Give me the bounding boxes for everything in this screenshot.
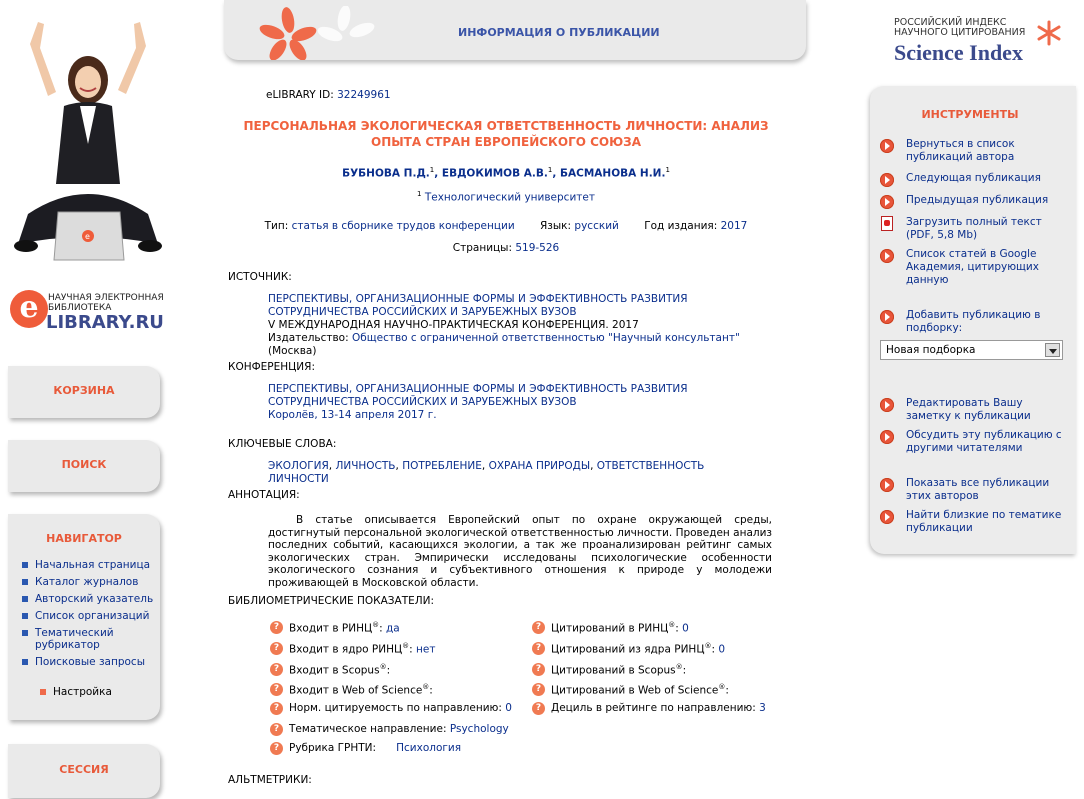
nav-item-label[interactable]: Авторский указатель xyxy=(35,593,154,605)
type-label: Тип: xyxy=(264,220,289,232)
help-icon[interactable]: ? xyxy=(532,683,545,696)
science-index-name: Science Index xyxy=(894,40,1023,65)
author-affiliation-index: 1 xyxy=(547,166,553,174)
tool-label[interactable]: Показать все публикации этих авторов xyxy=(906,477,1050,502)
source-conference: V МЕЖДУНАРОДНАЯ НАУЧНО-ПРАКТИЧЕСКАЯ КОНФЕРЕНЦИЯ. 2017 xyxy=(268,319,639,331)
bibliometric-separator: : xyxy=(498,702,506,714)
conference-block xyxy=(268,383,768,422)
tool-label[interactable]: Редактировать Вашу заметку к публикации xyxy=(906,397,1031,422)
bibliometric-value: нет xyxy=(416,643,436,656)
search-title[interactable]: ПОИСК xyxy=(61,458,107,471)
bibliometric-item xyxy=(532,702,766,714)
nav-item-home[interactable] xyxy=(22,559,160,571)
keyword-link[interactable]: ЭКОЛОГИЯ xyxy=(268,460,329,472)
language-label: Язык: xyxy=(540,220,572,232)
nav-item-label[interactable]: Начальная страница xyxy=(35,559,151,571)
bibliometric-label: Входит в РИНЦ xyxy=(289,622,373,635)
help-icon[interactable]: ? xyxy=(270,642,283,655)
elibrary-id xyxy=(266,89,391,101)
bullet-icon xyxy=(40,689,46,695)
svg-text:e: e xyxy=(85,232,90,241)
help-icon[interactable]: ? xyxy=(270,683,283,696)
hero-illustration xyxy=(8,14,168,266)
bibliometric-separator: : xyxy=(386,664,391,677)
bullet-icon xyxy=(22,659,28,665)
bibliometric-label: Входит в ядро РИНЦ xyxy=(289,643,403,656)
collection-select[interactable] xyxy=(880,340,1063,360)
bibliometric-label: Рубрика ГРНТИ xyxy=(289,742,373,754)
year-value: 2017 xyxy=(720,220,748,232)
tool-google-scholar[interactable] xyxy=(880,248,1070,287)
bibliometric-value[interactable]: Психология xyxy=(396,742,462,754)
bibliometrics-heading: БИБЛИОМЕТРИЧЕСКИЕ ПОКАЗАТЕЛИ: xyxy=(228,595,435,607)
help-icon[interactable]: ? xyxy=(532,642,545,655)
bibliometric-separator: : xyxy=(372,742,397,754)
tool-previous-publication[interactable] xyxy=(880,194,1070,207)
tool-label[interactable]: Вернуться в список публикаций автора xyxy=(906,138,1015,163)
help-icon[interactable]: ? xyxy=(270,702,283,715)
pdf-icon xyxy=(881,216,893,231)
nav-item-search-queries[interactable] xyxy=(22,656,160,668)
bibliometric-separator: : xyxy=(682,664,687,677)
elibrary-logo-line1: НАУЧНАЯ ЭЛЕКТРОННАЯ xyxy=(48,293,164,303)
arrow-right-circle-icon xyxy=(880,139,894,153)
nav-item-settings[interactable] xyxy=(40,686,112,698)
bibliometric-item xyxy=(532,663,686,677)
publisher-city: (Москва) xyxy=(268,345,317,357)
bibliometric-label: Входит в Scopus xyxy=(289,664,380,677)
language-value: русский xyxy=(574,220,619,232)
bibliometric-separator: : xyxy=(429,684,433,697)
science-index-line1: РОССИЙСКИЙ ИНДЕКС xyxy=(894,17,1007,28)
elibrary-logo-name: LIBRARY.RU xyxy=(46,312,164,333)
bibliometric-item xyxy=(270,642,436,656)
elibrary-logo-letter: e xyxy=(10,290,48,328)
registered-mark: ® xyxy=(718,683,726,691)
help-icon[interactable]: ? xyxy=(532,702,545,715)
authors-line: БУБНОВА П.Д.$^1$, ЕВДОКИМОВ А.В.$^1$, БАСМАНОВА Н.И.$^1$ xyxy=(342,166,670,180)
author-link[interactable]: БУБНОВА П.Д. xyxy=(342,167,430,180)
keyword-link[interactable]: ОХРАНА ПРИРОДЫ xyxy=(488,460,591,472)
navigator-list xyxy=(8,559,160,668)
author-link[interactable]: БАСМАНОВА Н.И. xyxy=(560,167,666,180)
author-affiliation-index: 1 xyxy=(429,166,435,174)
bibliometric-value: 0 xyxy=(682,622,689,635)
bibliometric-value: 0 xyxy=(505,702,512,714)
year-label: Год издания: xyxy=(644,220,718,232)
nav-item-organizations[interactable] xyxy=(22,610,160,622)
registered-mark: ® xyxy=(704,642,712,650)
tool-label[interactable]: Предыдущая публикация xyxy=(906,194,1049,206)
tool-label[interactable]: Загрузить полный текст (PDF, 5,8 Mb) xyxy=(906,216,1042,241)
help-icon[interactable]: ? xyxy=(270,723,283,736)
cart-box[interactable] xyxy=(8,366,160,418)
bibliometric-label: Цитирований из ядра РИНЦ xyxy=(551,643,705,656)
bibliometric-item xyxy=(270,742,461,754)
bibliometric-separator: : xyxy=(725,684,729,697)
bibliometric-value: да xyxy=(386,622,400,635)
bibliometric-item xyxy=(532,683,729,697)
tool-label[interactable]: Обсудить эту публикацию с другими читателями xyxy=(906,429,1062,454)
registered-mark: ® xyxy=(402,642,410,650)
pages-value: 519-526 xyxy=(515,242,560,254)
keyword-link[interactable]: ПОТРЕБЛЕНИЕ xyxy=(402,460,482,472)
bibliometric-item xyxy=(270,621,400,635)
registered-mark: ® xyxy=(675,663,683,671)
source-block xyxy=(268,293,768,358)
bibliometric-item xyxy=(270,663,390,677)
keyword-link[interactable]: ОТВЕТСТВЕННОСТЬ ЛИЧНОСТИ xyxy=(268,460,705,485)
asterisk-decoration-icon xyxy=(254,6,404,60)
bullet-icon xyxy=(22,630,28,636)
bibliometric-separator: : xyxy=(675,622,683,635)
bibliometric-label: Цитирований в РИНЦ xyxy=(551,622,669,635)
publisher-label: Издательство: xyxy=(268,332,349,344)
nav-item-label[interactable]: Список организаций xyxy=(35,610,150,622)
bibliometric-item xyxy=(270,702,512,714)
bibliometric-separator: : xyxy=(379,622,387,635)
bullet-icon xyxy=(22,596,28,602)
tools-title: ИНСТРУМЕНТЫ xyxy=(921,108,1019,121)
bibliometric-value: 3 xyxy=(759,702,766,714)
nav-item-authors[interactable] xyxy=(22,593,160,605)
tool-discuss[interactable] xyxy=(880,429,1070,455)
navigator-box xyxy=(8,514,160,720)
author-link[interactable]: ЕВДОКИМОВ А.В. xyxy=(441,167,548,180)
conference-place-date: Королёв, 13-14 апреля 2017 г. xyxy=(268,409,437,421)
bibliometric-separator: : xyxy=(711,643,719,656)
search-box[interactable] xyxy=(8,440,160,492)
bibliometric-separator: : xyxy=(752,702,760,714)
registered-mark: ® xyxy=(379,663,387,671)
arrow-right-circle-icon xyxy=(880,173,894,187)
type-value[interactable]: статья в сборнике трудов конференции xyxy=(291,220,515,232)
bibliometric-item xyxy=(532,621,689,635)
conference-title-link[interactable]: ПЕРСПЕКТИВЫ, ОРГАНИЗАЦИОННЫЕ ФОРМЫ И ЭФФЕКТИВНОСТЬ РАЗВИТИЯ СОТРУДНИЧЕСТВА РОССИЙСКИХ И ЗАРУБЕЖНЫХ ВУЗОВ xyxy=(268,383,688,408)
science-index-subtitle xyxy=(894,18,1025,38)
nav-item-label[interactable]: Тематический рубрикатор xyxy=(35,627,114,651)
source-title-link[interactable]: ПЕРСПЕКТИВЫ, ОРГАНИЗАЦИОННЫЕ ФОРМЫ И ЭФФЕКТИВНОСТЬ РАЗВИТИЯ СОТРУДНИЧЕСТВА РОССИЙСКИХ И ЗАРУБЕЖНЫХ ВУЗОВ xyxy=(268,293,688,318)
altmetrics-heading: АЛЬТМЕТРИКИ: xyxy=(228,774,312,786)
annotation-text: В статье описывается Европейский опыт по охране окружающей среды, достигнутый персональной экологической ответственностью личности. Проведен анализ последних событий, касающихся экологии, а так же проанализирован рейтинг самых экологических стран. Эмпирически исследованы психологические особенности экологического сознания и субъективного отношения к природе у молодежи проживающей в Московской области. xyxy=(268,514,772,589)
tool-label[interactable]: Найти близкие по тематике публикации xyxy=(906,509,1062,534)
tools-panel xyxy=(870,86,1076,554)
elibrary-logo-subtitle xyxy=(48,293,168,313)
nav-settings-label[interactable]: Настройка xyxy=(53,686,112,698)
arrow-right-circle-icon xyxy=(880,398,894,412)
arrow-right-circle-icon xyxy=(880,478,894,492)
bullet-icon xyxy=(22,613,28,619)
tool-label[interactable]: Добавить публикацию в подборку: xyxy=(906,309,1041,334)
registered-mark: ® xyxy=(668,621,676,629)
elibrary-id-label: eLIBRARY ID: xyxy=(266,89,334,101)
navigator-title: НАВИГАТОР xyxy=(46,532,122,545)
help-icon[interactable]: ? xyxy=(532,663,545,676)
chevron-down-icon[interactable] xyxy=(1045,343,1060,357)
bullet-icon xyxy=(22,579,28,585)
page-header xyxy=(224,0,806,60)
bibliometric-label: Тематическое направление xyxy=(289,723,443,735)
tool-next-publication[interactable] xyxy=(880,172,1070,185)
page-title: ИНФОРМАЦИЯ О ПУБЛИКАЦИИ xyxy=(458,26,660,39)
nav-item-rubricator[interactable] xyxy=(22,627,118,651)
bibliometric-item xyxy=(270,683,433,697)
annotation-heading: АННОТАЦИЯ: xyxy=(228,489,300,501)
cart-title[interactable]: КОРЗИНА xyxy=(53,384,115,397)
asterisk-icon xyxy=(1036,20,1062,46)
science-index-logo[interactable] xyxy=(894,18,1074,68)
affiliation xyxy=(226,190,786,204)
source-heading: ИСТОЧНИК: xyxy=(228,271,292,283)
tool-similar-publications[interactable] xyxy=(880,509,1070,535)
tool-all-author-publications[interactable] xyxy=(880,477,1070,503)
tool-label[interactable]: Следующая публикация xyxy=(906,172,1041,184)
arrow-right-circle-icon xyxy=(880,430,894,444)
help-icon[interactable]: ? xyxy=(532,621,545,634)
publication-title: ПЕРСОНАЛЬНАЯ ЭКОЛОГИЧЕСКАЯ ОТВЕТСТВЕННОСТЬ ЛИЧНОСТИ: АНАЛИЗ ОПЫТА СТРАН ЕВРОПЕЙСКОГО СОЮЗА xyxy=(243,119,769,149)
left-column xyxy=(0,0,168,799)
bibliometric-item xyxy=(270,723,509,735)
affiliation-index: 1 xyxy=(417,190,422,198)
bibliometric-label: Дециль в рейтинге по направлению xyxy=(551,702,753,714)
publisher-link[interactable]: Общество с ограниченной ответственностью "Научный консультант" xyxy=(352,332,740,344)
collection-select-value: Новая подборка xyxy=(886,344,976,356)
nav-item-journals[interactable] xyxy=(22,576,160,588)
bullet-icon xyxy=(22,562,28,568)
bibliometric-value[interactable]: Psychology xyxy=(449,723,509,735)
affiliation-link[interactable]: Технологический университет xyxy=(424,191,595,204)
conference-heading: КОНФЕРЕНЦИЯ: xyxy=(228,361,315,373)
elibrary-id-value[interactable]: 32249961 xyxy=(337,89,391,101)
elibrary-logo-line2: БИБЛИОТЕКА xyxy=(48,303,112,313)
bibliometric-separator: : xyxy=(409,643,417,656)
bibliometric-item xyxy=(532,642,725,656)
science-index-line2: НАУЧНОГО ЦИТИРОВАНИЯ xyxy=(894,27,1026,38)
bibliometric-label: Входит в Web of Science xyxy=(289,684,423,697)
bibliometric-label: Норм. цитируемость по направлению xyxy=(289,702,499,714)
session-title[interactable]: СЕССИЯ xyxy=(59,763,109,776)
elibrary-logo[interactable] xyxy=(10,288,170,338)
tool-download-pdf[interactable] xyxy=(880,216,1070,242)
help-icon[interactable]: ? xyxy=(270,663,283,676)
nav-item-label[interactable]: Каталог журналов xyxy=(35,576,139,588)
arrow-right-circle-icon xyxy=(880,249,894,263)
bibliometric-label: Цитирований в Scopus xyxy=(551,664,676,677)
registered-mark: ® xyxy=(372,621,380,629)
help-icon[interactable]: ? xyxy=(270,621,283,634)
arrow-right-circle-icon xyxy=(880,310,894,324)
arrow-right-circle-icon xyxy=(880,510,894,524)
keywords-heading: КЛЮЧЕВЫЕ СЛОВА: xyxy=(228,438,337,450)
keyword-link[interactable]: ЛИЧНОСТЬ xyxy=(335,460,396,472)
registered-mark: ® xyxy=(422,683,430,691)
pages-label: Страницы: xyxy=(452,242,512,254)
bibliometric-label: Цитирований в Web of Science xyxy=(551,684,719,697)
tool-label[interactable]: Список статей в Google Академия, цитирующих данную xyxy=(906,248,1039,286)
session-box[interactable] xyxy=(8,744,160,798)
bibliometric-value: 0 xyxy=(718,643,726,656)
nav-item-label[interactable]: Поисковые запросы xyxy=(35,656,145,668)
tool-add-to-collection[interactable] xyxy=(880,309,1070,335)
author-affiliation-index: 1 xyxy=(665,166,670,174)
tool-back-to-author-list[interactable] xyxy=(880,138,1070,164)
arrow-right-circle-icon xyxy=(880,195,894,209)
bibliometric-separator: : xyxy=(442,723,450,735)
tool-edit-note[interactable] xyxy=(880,397,1070,423)
publication-pages xyxy=(226,242,786,254)
help-icon[interactable]: ? xyxy=(270,742,283,755)
publication-meta xyxy=(226,220,786,232)
keywords-list: ЭКОЛОГИЯ, ЛИЧНОСТЬ, ПОТРЕБЛЕНИЕ, ОХРАНА ПРИРОДЫ, ОТВЕТСТВЕННОСТЬ ЛИЧНОСТИ xyxy=(268,460,705,485)
